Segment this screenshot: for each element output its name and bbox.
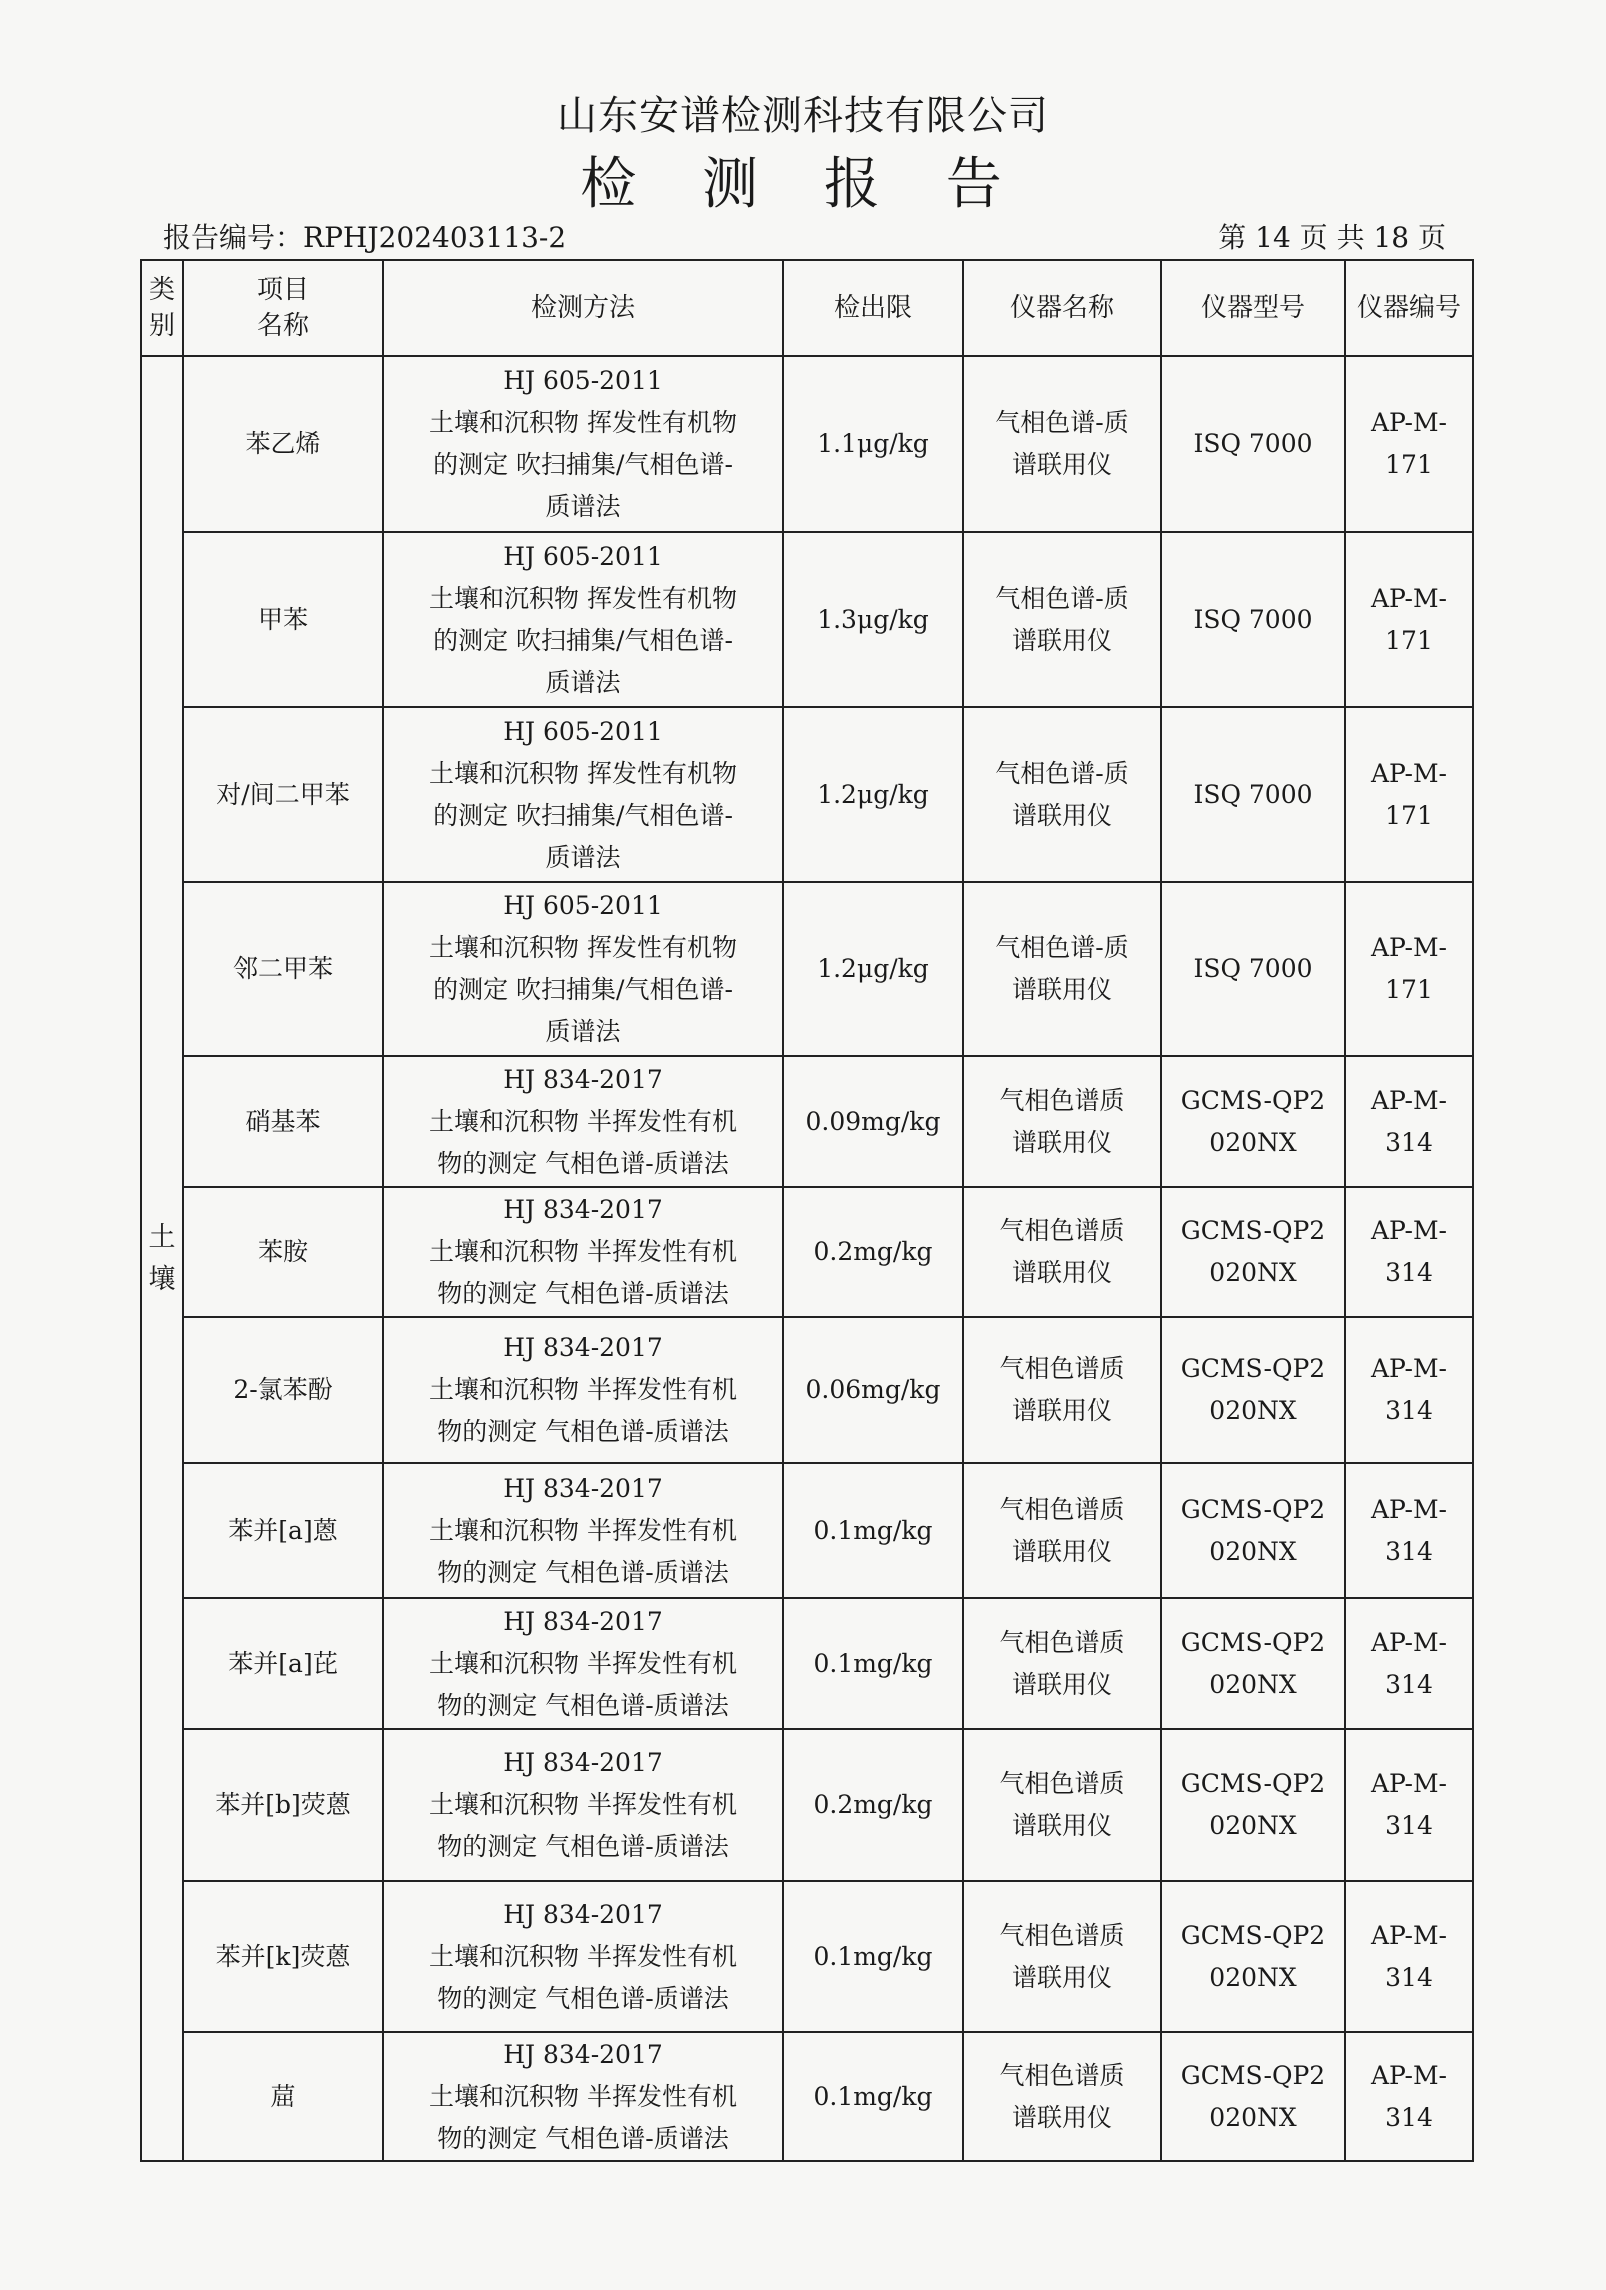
cell-line: GCMS-QP2 [1180,1920,1326,1950]
cell-line: 气相色谱质 [999,1085,1125,1115]
item-name: 硝基苯 [183,1056,383,1187]
cell-line: 谱联用仪 [1011,1669,1112,1699]
cell-line: HJ 834-2017 [503,1899,663,1929]
item-name: 苯乙烯 [183,356,383,532]
model-cell [1161,2032,1345,2161]
instrument-cell [963,1729,1161,1881]
cell-line: GCMS-QP2 [1180,1494,1326,1524]
test-method-table [140,259,1474,2162]
cell-line: 物的测定 气相色谱-质谱法 [437,1983,729,2013]
serial-cell: AP-M-171 [1345,707,1473,882]
table-row [141,707,1473,882]
cell-line: 谱联用仪 [1011,2102,1112,2132]
serial-cell: AP-M-314 [1345,2032,1473,2161]
cell-line: 土壤和沉积物 挥发性有机物 [429,408,737,437]
model-cell [1161,707,1345,882]
cell-line: 土壤和沉积物 半挥发性有机 [429,1941,737,1971]
table-row [141,2032,1473,2161]
model-cell [1161,532,1345,707]
item-name: 邻二甲苯 [183,882,383,1056]
page-indicator: 第 14 页 共 18 页 [1218,221,1446,254]
serial-cell: AP-M-171 [1345,532,1473,707]
cell-line: GCMS-QP2 [1180,2060,1326,2090]
model-cell [1161,1056,1345,1187]
serial-cell: AP-M-314 [1345,1729,1473,1881]
limit-cell: 0.2mg/kg [783,1729,963,1881]
instrument-cell [963,1317,1161,1463]
cell-line: HJ 834-2017 [503,1748,663,1777]
cell-line: HJ 834-2017 [503,2039,663,2069]
model-cell [1161,1881,1345,2032]
cell-line: 物的测定 气相色谱-质谱法 [437,1417,729,1446]
item-name: 甲苯 [183,532,383,707]
cell-line: 的测定 吹扫捕集/气相色谱- [433,800,733,830]
company-name: 山东安谱检测科技有限公司 [557,93,1049,139]
cell-line: 物的测定 气相色谱-质谱法 [437,1557,729,1587]
table-row [141,1463,1473,1598]
table-row [141,882,1473,1056]
header-model: 仪器型号 [1161,260,1345,356]
cell-line: 谱联用仪 [1011,1962,1112,1992]
limit-cell: 0.1mg/kg [783,2032,963,2161]
cell-line: HJ 605-2011 [503,716,663,746]
method-cell [383,2032,783,2161]
cell-line: 土壤和沉积物 半挥发性有机 [429,1515,737,1545]
header-instrument: 仪器名称 [963,260,1161,356]
method-cell [383,707,783,882]
serial-cell: AP-M-314 [1345,1463,1473,1598]
item-name: 2-氯苯酚 [183,1317,383,1463]
cell-line: 谱联用仪 [1011,1258,1112,1287]
cell-line: 020NX [1209,2102,1297,2132]
cell-line: 土壤和沉积物 半挥发性有机 [429,1375,737,1404]
cell-line: 020NX [1209,1258,1297,1287]
item-name: 对/间二甲苯 [183,707,383,882]
cell-line: 土壤和沉积物 挥发性有机物 [429,933,737,962]
model-cell [1161,1317,1345,1463]
serial-cell: AP-M-314 [1345,1187,1473,1317]
cell-line: 气相色谱质 [999,2060,1125,2090]
cell-line: 谱联用仪 [1011,625,1112,655]
method-cell [383,882,783,1056]
cell-line: 土壤和沉积物 半挥发性有机 [429,2081,737,2111]
cell-line: 质谱法 [545,842,621,872]
instrument-cell [963,1881,1161,2032]
cell-line: 气相色谱-质 [995,758,1129,788]
model-cell [1161,1463,1345,1598]
cell-line: 020NX [1209,1536,1297,1566]
limit-cell: 0.1mg/kg [783,1463,963,1598]
table-row [141,1317,1473,1463]
instrument-cell [963,532,1161,707]
method-cell [383,356,783,532]
instrument-cell [963,1187,1161,1317]
cell-line: 物的测定 气相色谱-质谱法 [437,2123,729,2153]
cell-line: ISQ 7000 [1193,954,1313,983]
cell-line: 质谱法 [545,667,621,697]
model-cell [1161,1187,1345,1317]
cell-line: HJ 834-2017 [503,1606,663,1636]
instrument-cell [963,1463,1161,1598]
table-row [141,532,1473,707]
cell-line: 土壤和沉积物 挥发性有机物 [429,758,737,788]
table-row [141,1729,1473,1881]
cell-line: 气相色谱质 [999,1769,1125,1798]
cell-line: 020NX [1209,1811,1297,1840]
header-item: 项目 名称 [183,260,383,356]
cell-line: 土壤和沉积物 半挥发性有机 [429,1237,737,1266]
limit-cell: 0.06mg/kg [783,1317,963,1463]
cell-line: 谱联用仪 [1011,800,1112,830]
cell-line: ISQ 7000 [1193,779,1313,809]
cell-line: 气相色谱-质 [995,933,1129,962]
cell-line: 物的测定 气相色谱-质谱法 [437,1148,729,1178]
limit-cell: 0.2mg/kg [783,1187,963,1317]
method-cell [383,1187,783,1317]
cell-line: 谱联用仪 [1011,450,1112,479]
cell-line: 气相色谱质 [999,1354,1125,1383]
item-name: 䓛 [183,2032,383,2161]
cell-line: 020NX [1209,1962,1297,1992]
instrument-cell [963,356,1161,532]
cell-line: GCMS-QP2 [1180,1216,1326,1245]
cell-line: 土 [148,1221,176,1253]
table-row [141,1056,1473,1187]
table-row [141,1187,1473,1317]
cell-line: 谱联用仪 [1011,1811,1112,1840]
serial-cell: AP-M-314 [1345,1881,1473,2032]
limit-cell: 1.2μg/kg [783,882,963,1056]
cell-line: 气相色谱质 [999,1627,1125,1657]
cell-line: HJ 605-2011 [503,541,663,571]
table-row [141,1881,1473,2032]
header-serial: 仪器编号 [1345,260,1473,356]
item-name: 苯并[b]荧蒽 [183,1729,383,1881]
cell-line: HJ 834-2017 [503,1333,663,1362]
method-cell [383,1463,783,1598]
cell-line: 的测定 吹扫捕集/气相色谱- [433,975,733,1004]
cell-line: 气相色谱-质 [995,408,1129,437]
limit-cell: 1.3μg/kg [783,532,963,707]
item-name: 苯胺 [183,1187,383,1317]
limit-cell: 0.1mg/kg [783,1881,963,2032]
cell-line: 的测定 吹扫捕集/气相色谱- [433,450,733,479]
serial-cell: AP-M-314 [1345,1056,1473,1187]
instrument-cell [963,707,1161,882]
instrument-cell [963,882,1161,1056]
cell-line: 土壤和沉积物 挥发性有机物 [429,583,737,613]
cell-line: 物的测定 气相色谱-质谱法 [437,1279,729,1308]
model-cell [1161,1598,1345,1729]
limit-cell: 0.09mg/kg [783,1056,963,1187]
header-limit: 检出限 [783,260,963,356]
cell-line: HJ 834-2017 [503,1473,663,1503]
header-method: 检测方法 [383,260,783,356]
cell-line: 物的测定 气相色谱-质谱法 [437,1832,729,1861]
category-cell [141,356,183,2161]
model-cell [1161,356,1345,532]
cell-line: 壤 [148,1263,176,1295]
header-category: 类 别 [141,260,183,356]
method-cell [383,1598,783,1729]
cell-line: 谱联用仪 [1011,1536,1112,1566]
cell-line: 的测定 吹扫捕集/气相色谱- [433,625,733,655]
cell-line: HJ 605-2011 [503,366,663,395]
cell-line: 020NX [1209,1396,1297,1425]
instrument-cell [963,1598,1161,1729]
cell-line: 土壤和沉积物 半挥发性有机 [429,1106,737,1136]
model-cell [1161,882,1345,1056]
method-cell [383,1881,783,2032]
method-cell [383,1317,783,1463]
cell-line: 谱联用仪 [1011,1396,1112,1425]
cell-line: 谱联用仪 [1011,975,1112,1004]
cell-line: ISQ 7000 [1193,604,1313,634]
instrument-cell [963,2032,1161,2161]
cell-line: 气相色谱质 [999,1216,1125,1245]
cell-line: 气相色谱质 [999,1920,1125,1950]
cell-line: 物的测定 气相色谱-质谱法 [437,1690,729,1720]
cell-line: 气相色谱质 [999,1494,1125,1524]
cell-line: GCMS-QP2 [1180,1354,1326,1383]
limit-cell: 1.1μg/kg [783,356,963,532]
model-cell [1161,1729,1345,1881]
item-name: 苯并[a]芘 [183,1598,383,1729]
serial-cell: AP-M-171 [1345,356,1473,532]
cell-line: 土壤和沉积物 半挥发性有机 [429,1648,737,1678]
header-row [141,260,1473,356]
report-meta [163,212,1446,252]
cell-line: 气相色谱-质 [995,583,1129,613]
serial-cell: AP-M-171 [1345,882,1473,1056]
cell-line: HJ 834-2017 [503,1195,663,1224]
cell-line: HJ 605-2011 [503,891,663,920]
limit-cell: 0.1mg/kg [783,1598,963,1729]
cell-line: GCMS-QP2 [1180,1769,1326,1798]
cell-line: ISQ 7000 [1193,429,1313,458]
serial-cell: AP-M-314 [1345,1317,1473,1463]
report-title: 检 测 报 告 [580,152,1026,217]
item-name: 苯并[a]蒽 [183,1463,383,1598]
cell-line: 谱联用仪 [1011,1127,1112,1157]
cell-line: 土壤和沉积物 半挥发性有机 [429,1790,737,1819]
cell-line: GCMS-QP2 [1180,1627,1326,1657]
method-cell [383,1056,783,1187]
table-body [141,356,1473,2161]
cell-line: 020NX [1209,1127,1297,1157]
cell-line: 质谱法 [545,492,621,521]
cell-line: 020NX [1209,1669,1297,1699]
item-name: 苯并[k]荧蒽 [183,1881,383,2032]
instrument-cell [963,1056,1161,1187]
cell-line: 质谱法 [545,1017,621,1046]
limit-cell: 1.2μg/kg [783,707,963,882]
method-cell [383,532,783,707]
serial-cell: AP-M-314 [1345,1598,1473,1729]
report-number: 报告编号：RPHJ202403113-2 [163,221,567,254]
method-cell [383,1729,783,1881]
cell-line: HJ 834-2017 [503,1064,663,1094]
cell-line: GCMS-QP2 [1180,1085,1326,1115]
table-row [141,1598,1473,1729]
table-row [141,356,1473,532]
